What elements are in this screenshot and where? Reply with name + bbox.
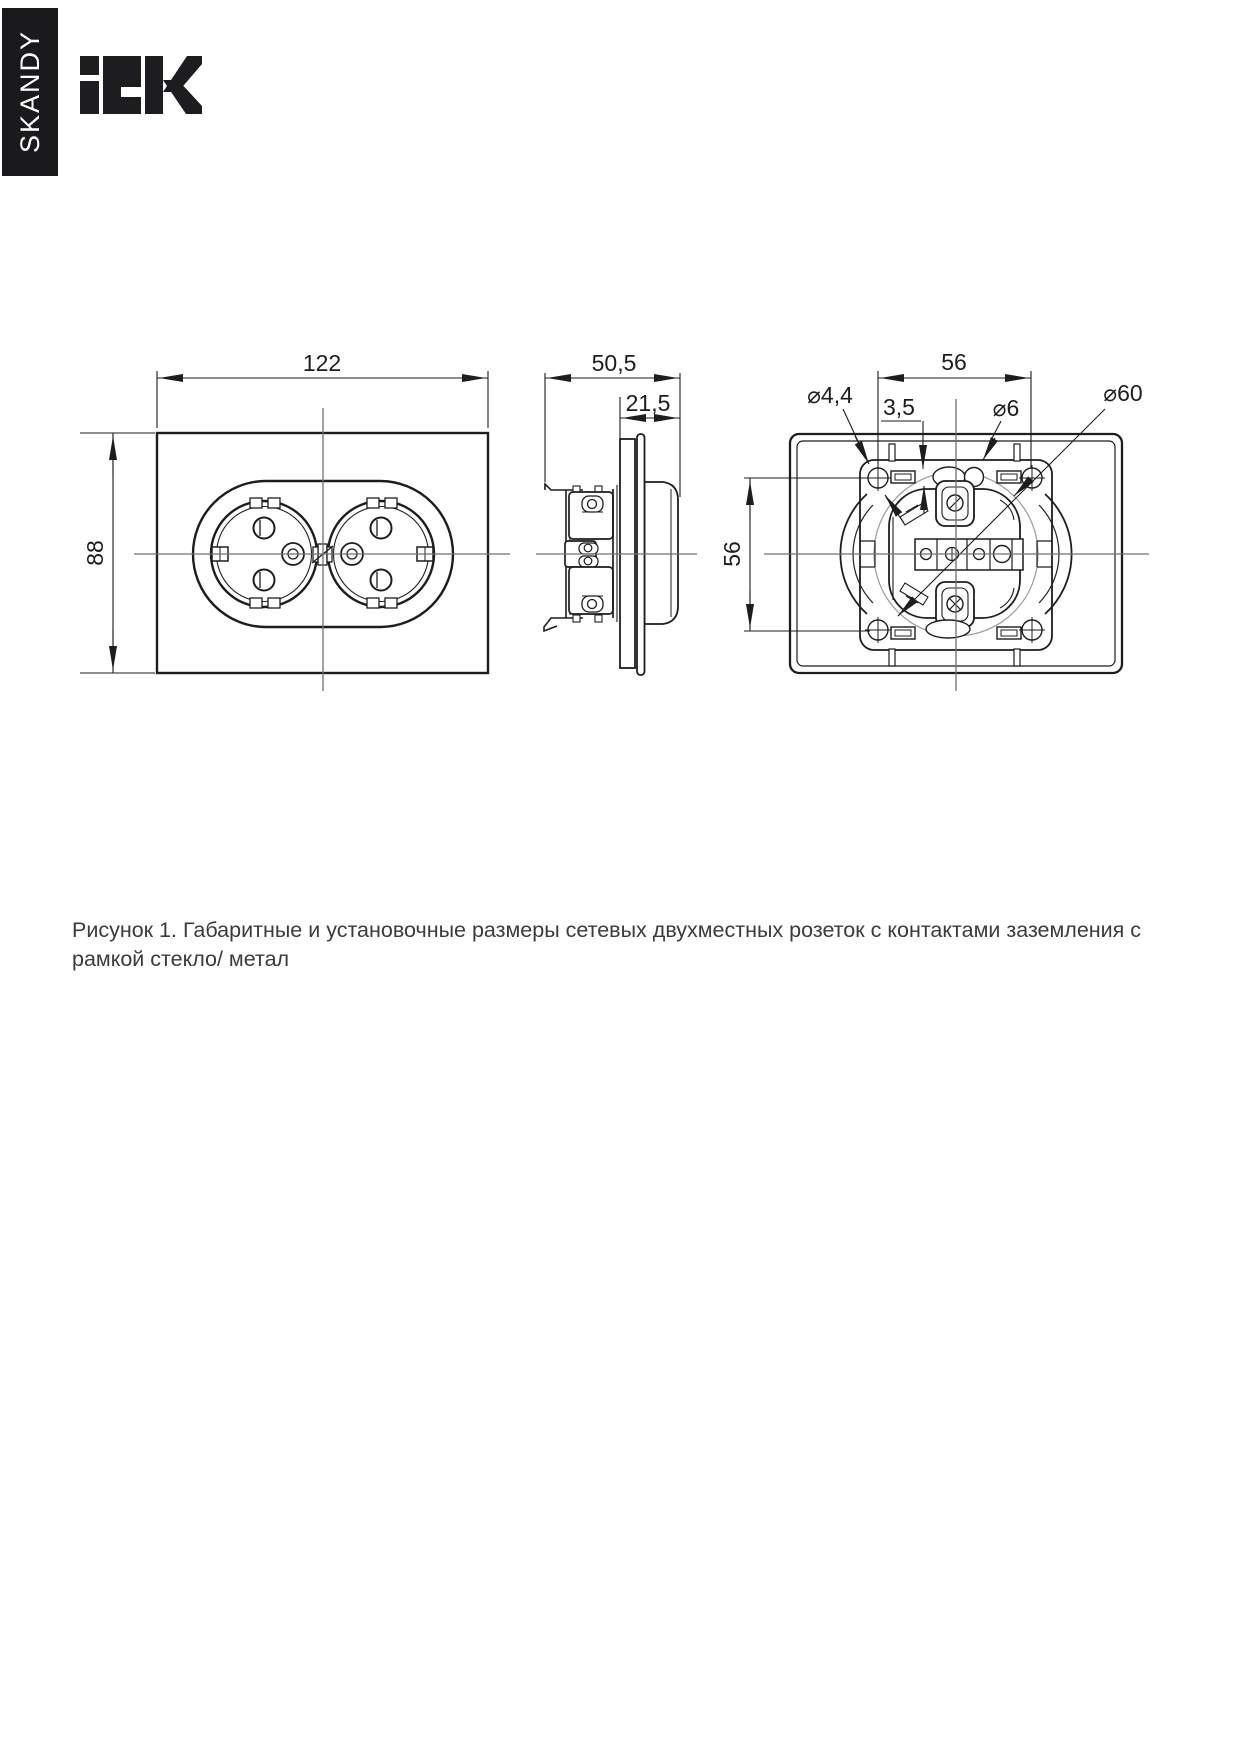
dim-label-front-height: 88 — [82, 540, 108, 566]
dim-label-claw-slot: 3,5 — [883, 394, 915, 420]
dim-label-install-box: ⌀60 — [1103, 380, 1143, 406]
dim-label-wire-hole: ⌀6 — [992, 395, 1020, 421]
bottom-cable-bump — [926, 620, 970, 638]
dim-label-side-depth: 50,5 — [591, 350, 637, 376]
dim-label-side-protrusion: 21,5 — [625, 390, 671, 416]
side-socket-dome — [645, 482, 679, 624]
dim-label-mount-spacing: 56 — [941, 349, 967, 375]
series-label: SKANDY — [14, 30, 45, 154]
figure-caption-line1: Рисунок 1. Габаритные и установочные размеры сетевых двухместных розеток с контактами заземления с — [72, 918, 1142, 942]
top-clamp — [936, 481, 974, 526]
figure-caption — [72, 916, 1192, 974]
dim-label-screw-hole: ⌀4,4 — [807, 382, 853, 408]
figure-caption-line2: рамкой стекло/ метал — [72, 947, 290, 971]
dim-label-mount-vertical: 56 — [719, 541, 745, 567]
dim-label-front-width: 122 — [302, 350, 342, 376]
